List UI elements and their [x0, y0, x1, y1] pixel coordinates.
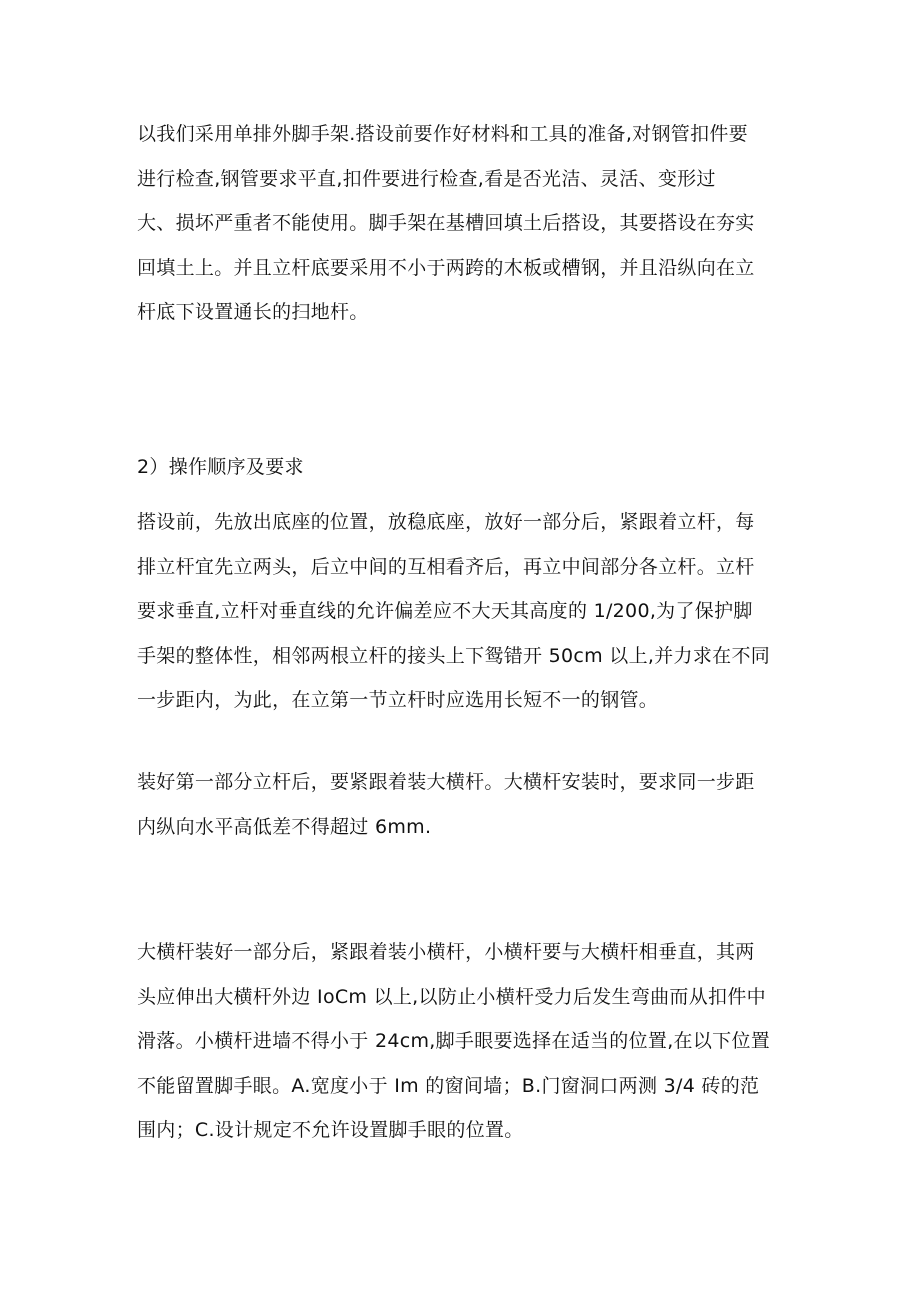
text-line: 杆底下设置通长的扫地杆。 [137, 301, 369, 323]
text-line: 以我们采用单排外脚手架.搭设前要作好材料和工具的准备,对钢管扣件要 [137, 123, 748, 145]
text-line: 进行检查,钢管要求平直,扣件要进行检查,看是否光洁、灵活、变形过 [137, 167, 716, 190]
text-line: 回填土上。并且立杆底要采用不小于两跨的木板或槽钢，并且沿纵向在立 [137, 256, 755, 279]
text-line: 头应伸出大横杆外边 IoCm 以上,以防止小横杆受力后发生弯曲而从扣件中 [137, 985, 766, 1008]
paragraph-large-crossbar [137, 760, 797, 849]
text-line: 内纵向水平高低差不得超过 6mm. [137, 815, 432, 838]
text-line: 手架的整体性，相邻两根立杆的接头上下鸳错开 50cm 以上,并力求在不同 [137, 644, 771, 667]
section-heading-text: 2）操作顺序及要求 [137, 456, 304, 478]
paragraph-upright-poles [137, 500, 797, 723]
text-line: 大、损坏严重者不能使用。脚手架在基槽回填土后搭设，其要搭设在夯实 [137, 212, 755, 234]
text-line: 搭设前，先放出底座的位置，放稳底座，放好一部分后，紧跟着立杆，每 [137, 511, 755, 533]
text-line: 围内；C.设计规定不允许设置脚手眼的位置。 [137, 1119, 524, 1141]
text-line: 滑落。小横杆进墙不得小于 24cm,脚手眼要选择在适当的位置,在以下位置 [137, 1030, 771, 1052]
section-heading [137, 445, 797, 490]
text-line: 大横杆装好一部分后，紧跟着装小横杆，小横杆要与大横杆相垂直，其两 [137, 941, 755, 963]
text-line: 排立杆宜先立两头，后立中间的互相看齐后，再立中间部分各立杆。立杆 [137, 555, 755, 578]
text-line: 要求垂直,立杆对垂直线的允许偏差应不大天其高度的 1/200,为了保护脚 [137, 600, 753, 622]
text-line: 装好第一部分立杆后，要紧跟着装大横杆。大横杆安装时，要求同一步距 [137, 771, 755, 793]
paragraph-small-crossbar [137, 930, 797, 1153]
text-line: 一步距内，为此，在立第一节立杆时应选用长短不一的钢管。 [137, 689, 659, 711]
paragraph-scaffold-intro [137, 112, 797, 335]
text-line: 不能留置脚手眼。A.宽度小于 Im 的窗间墙；B.门窗洞口两测 3/4 砖的范 [137, 1074, 760, 1097]
